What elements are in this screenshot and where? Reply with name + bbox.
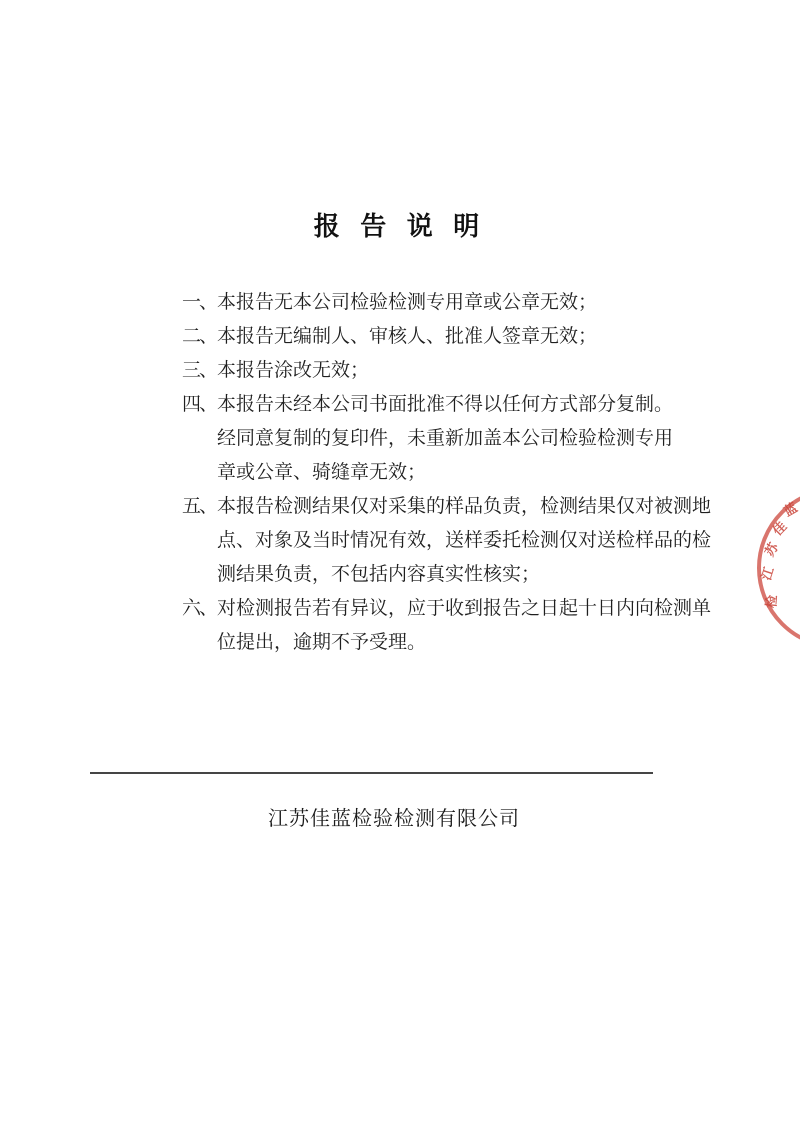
note-line: 本报告无编制人、审核人、批准人签章无效； — [217, 326, 598, 347]
note-item — [182, 286, 702, 320]
note-item-number: 一、 — [182, 292, 217, 313]
note-item — [182, 320, 702, 354]
page-title: 报 告 说 明 — [313, 212, 487, 241]
note-line: 点、对象及当时情况有效，送样委托检测仅对送检样品的检 — [217, 530, 712, 551]
note-line: 测结果负责，不包括内容真实性核实； — [217, 564, 541, 585]
note-line: 位提出，逾期不予受理。 — [217, 632, 427, 653]
stamp-char: 江 — [758, 564, 777, 583]
note-item — [182, 388, 702, 490]
stamp-char: 苏 — [761, 540, 782, 559]
note-item — [182, 592, 712, 660]
note-item-number: 三、 — [182, 360, 217, 381]
stamp-char: 佳 — [769, 518, 790, 539]
note-line: 本报告检测结果仅对采集的样品负责，检测结果仅对被测地 — [217, 496, 712, 517]
report-notes-list — [182, 286, 712, 660]
note-item — [182, 354, 702, 388]
company-seal-stamp — [757, 487, 800, 649]
note-item-number: 六、 — [182, 598, 217, 619]
note-item-text — [217, 320, 702, 354]
note-line: 本报告无本公司检验检测专用章或公章无效； — [217, 292, 598, 313]
note-item-number: 五、 — [182, 496, 217, 517]
company-name: 江苏佳蓝检验检测有限公司 — [268, 808, 520, 830]
footer-divider-line — [90, 772, 653, 774]
note-line: 本报告未经本公司书面批准不得以任何方式部分复制。 — [217, 394, 674, 415]
note-item-text — [217, 388, 702, 490]
stamp-char: 蓝 — [781, 499, 800, 520]
note-line: 本报告涂改无效； — [217, 360, 370, 381]
note-item-text — [217, 490, 711, 592]
note-item-number: 二、 — [182, 326, 217, 347]
note-line: 章或公章、骑缝章无效； — [217, 462, 427, 483]
stamp-char: 检 — [763, 594, 780, 609]
note-item-text — [217, 286, 702, 320]
note-item-text — [217, 354, 702, 388]
note-item-number: 四、 — [182, 394, 217, 415]
note-line: 经同意复制的复印件，未重新加盖本公司检验检测专用 — [217, 428, 674, 449]
note-item — [182, 490, 712, 592]
note-line: 对检测报告若有异议，应于收到报告之日起十日内向检测单 — [217, 598, 712, 619]
note-item-text — [217, 592, 711, 660]
